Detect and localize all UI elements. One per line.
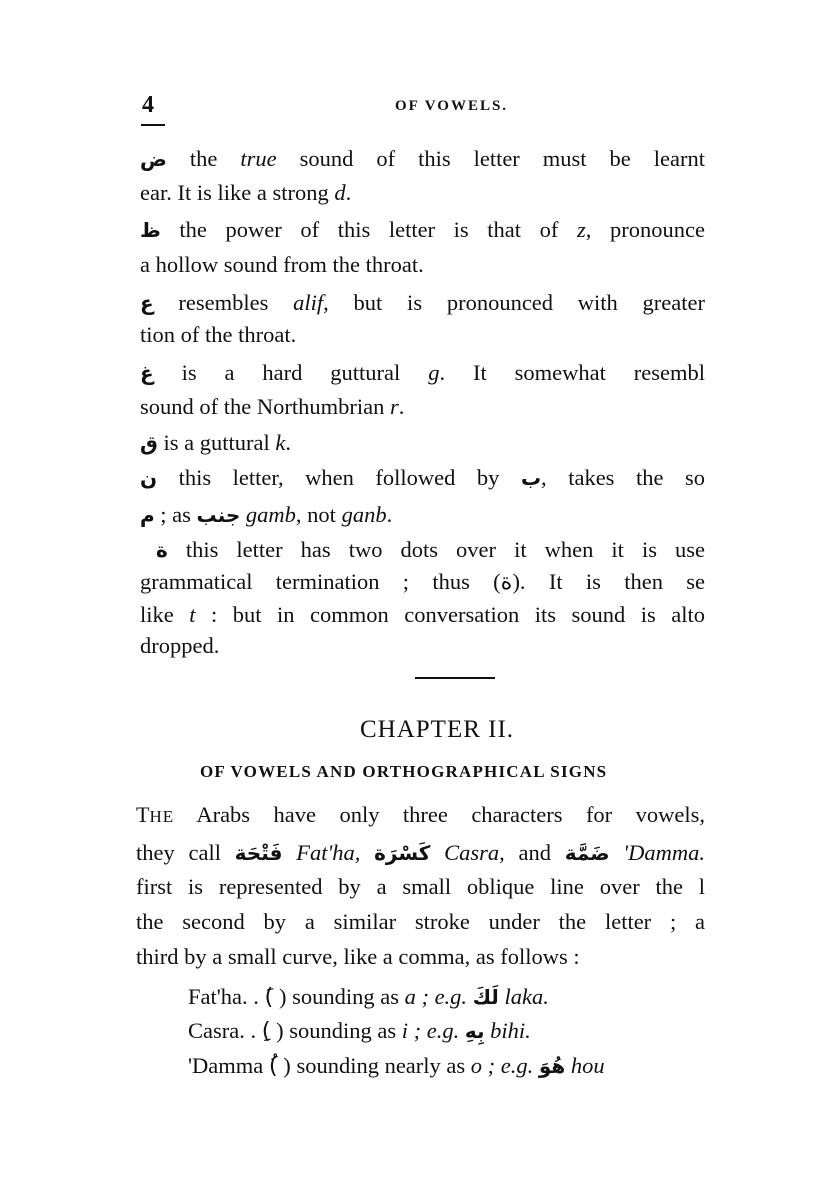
page-number-underline <box>141 124 165 126</box>
letter-ain-line-1: ع resembles alif, but is pronounced with greater <box>140 290 705 315</box>
body-line-1: THE Arabs have only three characters for vowels, <box>136 802 705 827</box>
letter-ghain-line-1: غ is a hard guttural g. It somewhat resembl <box>140 360 705 385</box>
letter-ghain-line-2: sound of the Northumbrian r. <box>140 394 405 419</box>
body-line-2: they call فَتْحَة Fat'ha, كَسْرَة Casra, and ضَمَّة 'Damma. <box>136 840 705 865</box>
running-title: OF VOWELS. <box>395 98 509 114</box>
ta-marbuta-line-3: like t : but in common conversation its sound is alto <box>140 602 705 627</box>
vowel-kasra-line: Casra. . (ِ ) sounding as i ; e.g. بِهِ bihi. <box>188 1018 531 1043</box>
letter-za-line-2: a hollow sound from the throat. <box>140 252 424 277</box>
letter-nun-line-1: ن this letter, when followed by ب, takes the so <box>140 465 705 490</box>
running-header <box>0 92 840 122</box>
page-number: 4 <box>142 92 154 118</box>
letter-dad-line-1: ض the true sound of this letter must be learnt <box>140 146 705 171</box>
letter-qaf-line: ق is a guttural k. <box>140 430 291 455</box>
vowel-damma-line: 'Damma (ُ ) sounding nearly as o ; e.g. هُوَ hou <box>188 1053 605 1078</box>
letter-za-line-1: ظ the power of this letter is that of z, pronounce <box>140 217 705 242</box>
chapter-subtitle: OF VOWELS AND ORTHOGRAPHICAL SIGNS <box>200 762 608 781</box>
body-line-4: the second by a similar stroke under the letter ; a <box>136 909 705 934</box>
letter-dad-line-2: ear. It is like a strong d. <box>140 180 352 205</box>
letter-nun-line-2: م ; as جنب gamb, not ganb. <box>140 502 393 527</box>
ta-marbuta-line-2: grammatical termination ; thus (ة). It is then se <box>140 569 705 594</box>
ta-marbuta-line-1: ة this letter has two dots over it when it is use <box>156 537 705 562</box>
body-line-3: first is represented by a small oblique line over the l <box>136 874 705 899</box>
chapter-title: CHAPTER II. <box>360 716 515 743</box>
section-divider <box>415 677 495 679</box>
body-line-5: third by a small curve, like a comma, as follows : <box>136 944 580 969</box>
letter-ain-line-2: tion of the throat. <box>140 322 297 347</box>
vowel-fatha-line: Fat'ha. . (َ ) sounding as a ; e.g. لَكَ laka. <box>188 984 549 1009</box>
ta-marbuta-line-4: dropped. <box>140 633 220 658</box>
